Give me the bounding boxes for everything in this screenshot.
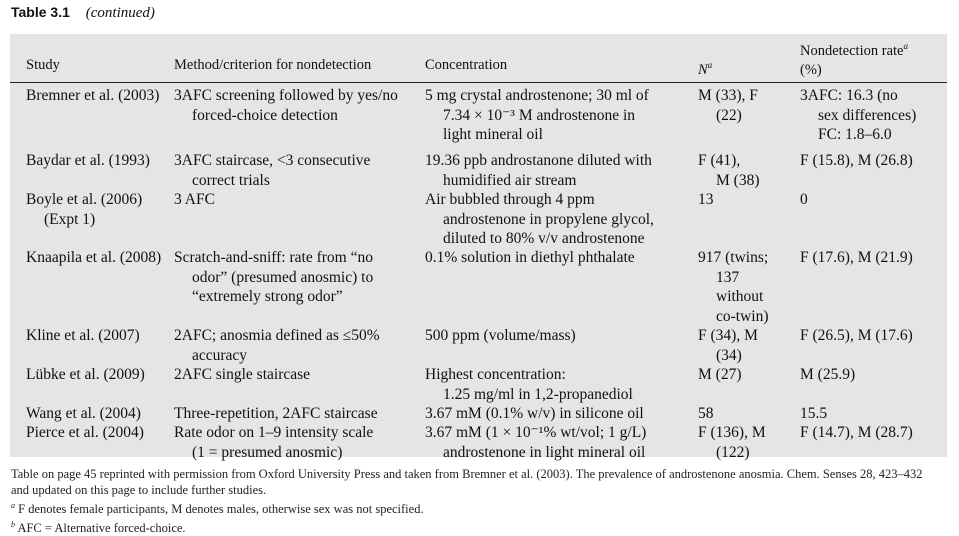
cell-concentration-line: Air bubbled through 4 ppm	[425, 191, 595, 208]
header-n-label: N	[698, 62, 708, 78]
cell-rate	[800, 248, 945, 268]
cell-concentration-line: androstenone in light mineral oil	[443, 443, 646, 461]
cell-concentration-line: 7.34 × 10⁻³ M androstenone in	[443, 106, 636, 124]
cell-n	[698, 248, 793, 326]
cell-method-line: Rate odor on 1–9 intensity scale	[174, 424, 374, 441]
cell-n-line: 13	[698, 191, 714, 208]
cell-n	[698, 404, 793, 424]
cell-rate-line: F (17.6), M (21.9)	[800, 249, 913, 266]
cell-rate-line: 3AFC: 16.3 (no	[800, 87, 898, 104]
cell-method-line: odor” (presumed anosmic) to	[192, 268, 374, 286]
note-a-text: F denotes female participants, M denotes males, otherwise sex was not specified.	[18, 502, 424, 516]
cell-method	[174, 86, 424, 125]
note-b-mark: b	[11, 520, 15, 529]
table-notes	[11, 466, 951, 536]
cell-rate-line: 15.5	[800, 405, 828, 422]
note-source-line-1: Table on page 45 reprinted with permission from Oxford University Press and taken from Bremner et al. (2003). The prevalence of androstenone anosmia. Chem. Senses 28, 423–432	[11, 467, 923, 481]
header-concentration: Concentration	[425, 57, 508, 73]
cell-study-line: Bremner et al. (2003)	[26, 87, 160, 104]
cell-concentration-line: diluted to 80% v/v androstenone	[443, 230, 645, 247]
cell-study-line: Baydar et al. (1993)	[26, 152, 150, 169]
cell-rate-line: M (25.9)	[800, 366, 856, 383]
cell-rate	[800, 365, 945, 385]
cell-method-line: “extremely strong odor”	[192, 288, 343, 305]
cell-rate-line: sex differences)	[818, 106, 917, 124]
cell-n-line: M (38)	[716, 171, 760, 189]
cell-method-line: 3 AFC	[174, 191, 215, 208]
cell-n-line: M (33), F	[698, 87, 758, 104]
cell-concentration-line: Highest concentration:	[425, 366, 566, 383]
table-caption	[11, 4, 155, 22]
cell-method	[174, 151, 424, 190]
header-method: Method/criterion for nondetection	[174, 57, 372, 73]
cell-rate	[800, 86, 945, 145]
table-number: Table 3.1	[11, 4, 70, 20]
cell-study-line: Wang et al. (2004)	[26, 405, 141, 422]
cell-method	[174, 365, 424, 385]
cell-method	[174, 404, 424, 424]
cell-n-line: (122)	[716, 443, 750, 461]
cell-n	[698, 151, 793, 190]
cell-concentration	[425, 86, 695, 145]
cell-n-line: (34)	[716, 346, 742, 364]
cell-method-line: 3AFC staircase, <3 consecutive	[174, 152, 371, 169]
cell-n	[698, 190, 793, 210]
note-a	[11, 498, 951, 517]
note-a-mark: a	[11, 501, 15, 510]
cell-rate	[800, 326, 945, 346]
header-n-footnote-mark: a	[707, 60, 713, 70]
cell-n-line: M (27)	[698, 366, 742, 383]
cell-n-line: F (34), M	[698, 327, 758, 344]
table-continued-label: (continued)	[85, 5, 155, 21]
cell-study	[26, 365, 186, 385]
cell-study	[26, 151, 186, 171]
header-rate-footnote-mark: a	[903, 41, 908, 51]
cell-n-line: F (41),	[698, 152, 741, 169]
cell-method-line: Three-repetition, 2AFC staircase	[174, 405, 378, 422]
cell-concentration-line: light mineral oil	[443, 126, 543, 143]
cell-n-line: without	[716, 288, 764, 305]
cell-rate-line: 0	[800, 191, 808, 208]
cell-study-line: Knaapila et al. (2008)	[26, 249, 162, 266]
cell-concentration	[425, 190, 695, 249]
cell-n	[698, 365, 793, 385]
cell-method-line: (1 = presumed anosmic)	[192, 443, 343, 461]
cell-concentration-line: 3.67 mM (1 × 10⁻¹% wt/vol; 1 g/L)	[425, 424, 647, 441]
cell-n-line: co-twin)	[716, 307, 769, 325]
header-rule	[10, 82, 947, 83]
cell-concentration-line: 3.67 mM (0.1% w/v) in silicone oil	[425, 405, 644, 422]
table	[10, 34, 947, 461]
cell-study-line: (Expt 1)	[44, 210, 96, 228]
cell-study-line: Pierce et al. (2004)	[26, 424, 144, 441]
cell-study-line: Kline et al. (2007)	[26, 327, 140, 344]
header-rate	[800, 37, 908, 80]
cell-concentration	[425, 365, 695, 404]
cell-concentration-line: 0.1% solution in diethyl phthalate	[425, 249, 635, 266]
cell-concentration	[425, 404, 695, 424]
cell-study	[26, 190, 186, 229]
cell-method	[174, 423, 424, 462]
cell-n-line: 917 (twins;	[698, 249, 769, 266]
cell-concentration-line: androstenone in propylene glycol,	[443, 210, 654, 228]
cell-n-line: (22)	[716, 106, 742, 124]
cell-concentration	[425, 151, 695, 190]
header-study: Study	[26, 57, 60, 73]
cell-method-line: forced-choice detection	[192, 106, 338, 124]
cell-rate-line: FC: 1.8–6.0	[818, 126, 892, 143]
cell-rate-line: F (26.5), M (17.6)	[800, 327, 913, 344]
cell-study-line: Boyle et al. (2006)	[26, 191, 143, 208]
cell-method-line: accuracy	[192, 346, 248, 364]
cell-study	[26, 326, 186, 346]
cell-n-line: 137	[716, 268, 740, 286]
cell-concentration-line: 5 mg crystal androstenone; 30 ml of	[425, 87, 649, 104]
cell-study	[26, 404, 186, 424]
cell-concentration	[425, 248, 695, 268]
cell-concentration	[425, 423, 695, 462]
cell-method-line: 2AFC single staircase	[174, 366, 311, 383]
cell-study-line: Lübke et al. (2009)	[26, 366, 145, 383]
cell-concentration-line: 1.25 mg/ml in 1,2-propanediol	[443, 385, 633, 403]
cell-rate-line: F (15.8), M (26.8)	[800, 152, 913, 169]
cell-method	[174, 326, 424, 365]
cell-concentration-line: 19.36 ppb androstanone diluted with	[425, 152, 652, 169]
cell-n	[698, 423, 793, 462]
cell-study	[26, 86, 186, 106]
cell-rate	[800, 404, 945, 424]
cell-n	[698, 326, 793, 365]
header-n	[698, 56, 712, 80]
cell-method-line: 3AFC screening followed by yes/no	[174, 87, 398, 104]
cell-method	[174, 248, 424, 307]
cell-concentration	[425, 326, 695, 346]
cell-concentration-line: humidified air stream	[443, 171, 577, 189]
cell-method-line: Scratch-and-sniff: rate from “no	[174, 249, 373, 266]
cell-rate	[800, 423, 945, 443]
cell-study	[26, 248, 186, 268]
cell-rate	[800, 190, 945, 210]
cell-n	[698, 86, 793, 125]
cell-rate	[800, 151, 945, 171]
header-rate-label: Nondetection rate	[800, 43, 904, 59]
cell-concentration-line: 500 ppm (volume/mass)	[425, 327, 576, 344]
cell-n-line: 58	[698, 405, 714, 422]
header-rate-unit: (%)	[800, 62, 822, 78]
note-b	[11, 517, 951, 536]
cell-study	[26, 423, 186, 443]
cell-method-line: correct trials	[192, 171, 270, 189]
cell-method-line: 2AFC; anosmia defined as ≤50%	[174, 327, 380, 344]
note-b-text: AFC = Alternative forced-choice.	[17, 521, 186, 535]
cell-rate-line: F (14.7), M (28.7)	[800, 424, 913, 441]
cell-n-line: F (136), M	[698, 424, 766, 441]
cell-method	[174, 190, 424, 210]
note-source-line-2: and updated on this page to include further studies.	[11, 483, 267, 497]
